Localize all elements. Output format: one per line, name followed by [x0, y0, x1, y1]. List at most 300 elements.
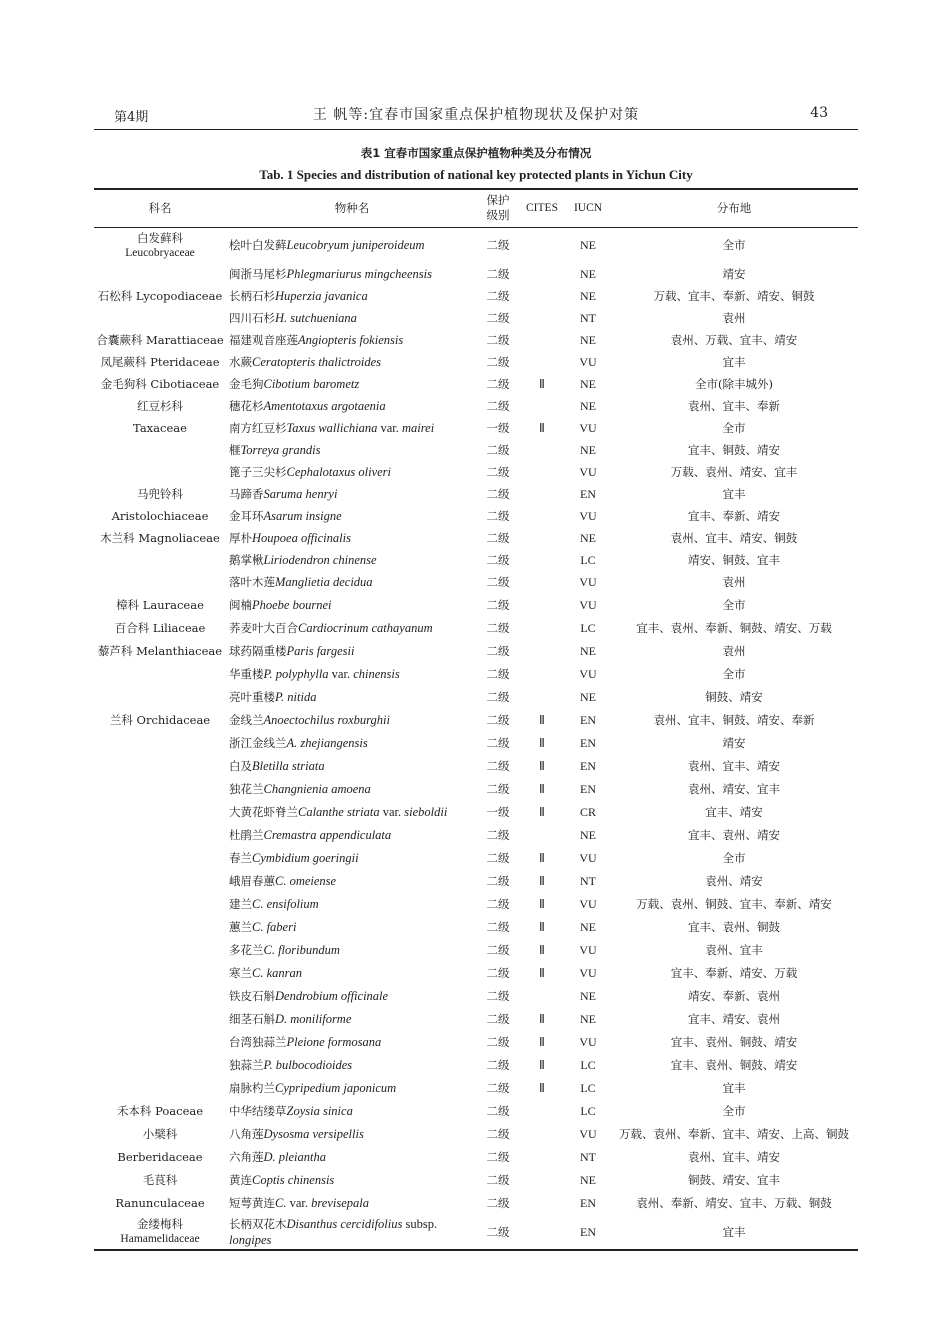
species-cell	[226, 461, 478, 483]
protection-level-cell: 二级	[486, 689, 510, 704]
cites-cell: Ⅱ	[539, 1080, 545, 1095]
protection-level-cell: 二级	[486, 575, 510, 589]
distribution-cell: 宜丰、铜鼓、靖安	[688, 443, 780, 457]
iucn-cell: VU	[579, 942, 597, 957]
family-cell	[94, 961, 226, 984]
distribution-cell: 袁州、宜丰、靖安、铜鼓	[670, 531, 798, 545]
cites-cell: Ⅱ	[539, 1011, 545, 1026]
family-name: Taxaceae	[133, 421, 187, 435]
species-rank-marker: var.	[379, 804, 405, 819]
distribution-cell: 靖安	[722, 735, 746, 750]
iucn-cell: NE	[580, 531, 596, 545]
protection-level-cell: 二级	[486, 509, 510, 523]
iucn-cell: VU	[579, 421, 597, 435]
cites-cell: Ⅱ	[539, 804, 545, 819]
table-row	[94, 395, 858, 417]
table-row	[94, 777, 858, 800]
species-latin-name: Amentotaxus argotaenia	[263, 399, 386, 413]
distribution-cell: 袁州、万载、宜丰、靖安	[670, 333, 798, 347]
species-chinese-name: 长柄双花木	[229, 1216, 287, 1231]
family-cell	[94, 754, 226, 777]
species-chinese-name: 独花兰	[229, 781, 264, 796]
protection-level-cell: 二级	[486, 1080, 510, 1095]
running-header	[94, 104, 858, 126]
species-latin-name: Phoebe bournei	[252, 597, 332, 612]
species-latin-name: C. ensifolium	[252, 896, 319, 911]
table-row	[94, 263, 858, 285]
species-cell	[226, 1214, 478, 1250]
species-infraspecific-name: mairei	[402, 421, 435, 435]
family-cell	[94, 549, 226, 571]
iucn-cell: VU	[579, 509, 597, 523]
species-chinese-name: 春兰	[229, 850, 252, 865]
species-latin-name: Cardiocrinum cathayanum	[298, 620, 433, 635]
species-cell	[226, 777, 478, 800]
species-chinese-name: 金耳环	[229, 509, 264, 523]
iucn-cell: VU	[579, 597, 597, 612]
family-cell	[94, 938, 226, 961]
family-cell	[94, 1122, 226, 1145]
species-chinese-name: 多花兰	[229, 942, 264, 957]
page-number: 43	[810, 105, 828, 121]
species-latin-name: Paris fargesii	[286, 643, 355, 658]
species-latin-name: Changnienia amoena	[263, 781, 371, 796]
iucn-cell: LC	[580, 1080, 596, 1095]
species-cell	[226, 938, 478, 961]
table-body	[94, 227, 858, 1250]
col-cites: CITES	[518, 189, 566, 227]
table-row	[94, 307, 858, 329]
species-latin-name: C.	[275, 1195, 287, 1210]
cites-cell	[518, 227, 566, 263]
iucn-cell: NT	[580, 311, 596, 325]
family-name: 毛茛科	[142, 1172, 178, 1187]
distribution-cell: 袁州	[722, 643, 746, 658]
species-cell	[226, 1007, 478, 1030]
species-rank-marker: subsp.	[402, 1216, 441, 1231]
species-chinese-name: 落叶木莲	[229, 575, 275, 589]
species-infraspecific-name: longipes	[229, 1232, 272, 1247]
iucn-cell: NT	[580, 873, 596, 888]
species-chinese-name: 金线兰	[229, 712, 264, 727]
family-cell	[94, 395, 226, 417]
running-title: 王 帆等:宜春市国家重点保护植物现状及保护对策	[312, 107, 640, 123]
species-latin-name: P. polyphylla	[263, 666, 329, 681]
species-cell	[226, 483, 478, 505]
cites-cell: Ⅱ	[539, 873, 545, 888]
protection-level-cell: 一级	[486, 804, 510, 819]
species-chinese-name: 亮叶重楼	[229, 689, 275, 704]
protection-level-cell: 二级	[486, 553, 510, 567]
species-chinese-name: 浙江金线兰	[229, 735, 287, 750]
table-row	[94, 1030, 858, 1053]
cites-cell	[518, 823, 566, 846]
iucn-cell: NE	[580, 289, 596, 303]
iucn-cell: VU	[579, 1034, 597, 1049]
cites-cell: Ⅱ	[539, 758, 545, 773]
protection-level-cell: 二级	[486, 620, 510, 635]
species-latin-name: Liriodendron chinense	[263, 553, 377, 567]
family-cell	[94, 461, 226, 483]
cites-cell: Ⅱ	[539, 942, 545, 957]
family-name: 凤尾蕨科 Pteridaceae	[100, 355, 220, 369]
distribution-cell: 宜丰	[722, 1080, 746, 1095]
protection-level-cell: 二级	[486, 487, 510, 501]
family-cell	[94, 373, 226, 395]
table-row	[94, 373, 858, 395]
species-table-container	[94, 188, 858, 1251]
species-cell	[226, 227, 478, 263]
protection-level-cell: 二级	[486, 1057, 510, 1072]
family-cell	[94, 1191, 226, 1214]
species-infraspecific-name: sieboldii	[404, 804, 448, 819]
family-name: 樟科 Lauraceae	[116, 597, 204, 612]
species-chinese-name: 大黄花虾脊兰	[229, 804, 298, 819]
family-cell	[94, 417, 226, 439]
family-name: 藜芦科 Melanthiaceae	[97, 643, 223, 658]
protection-level-cell: 二级	[486, 1195, 510, 1210]
iucn-cell: NE	[580, 267, 596, 281]
cites-cell	[518, 1191, 566, 1214]
col-distribution: 分布地	[610, 189, 858, 227]
cites-cell	[518, 307, 566, 329]
family-cell	[94, 800, 226, 823]
species-chinese-name: 闽楠	[229, 597, 252, 612]
species-chinese-name: 长柄石杉	[229, 289, 275, 303]
iucn-cell: EN	[580, 712, 596, 727]
family-cell	[94, 823, 226, 846]
species-latin-name: Taxus wallichiana	[286, 421, 378, 435]
cites-cell	[518, 685, 566, 708]
cites-cell: Ⅱ	[539, 850, 545, 865]
species-latin-name: D. pleiantha	[263, 1149, 326, 1164]
protection-level-cell: 二级	[486, 827, 510, 842]
cites-cell: Ⅱ	[539, 712, 545, 727]
family-cell	[94, 439, 226, 461]
iucn-cell: EN	[580, 758, 596, 773]
species-latin-name: Cypripedium japonicum	[275, 1080, 397, 1095]
protection-level-cell: 二级	[486, 965, 510, 980]
protection-level-cell: 二级	[486, 238, 510, 253]
species-chinese-name: 蕙兰	[229, 919, 252, 934]
distribution-cell: 袁州、宜丰、靖安	[688, 1149, 780, 1164]
family-cell	[94, 571, 226, 593]
distribution-cell: 宜丰、袁州、铜鼓	[688, 919, 780, 934]
table-row	[94, 527, 858, 549]
species-infraspecific-name: chinensis	[353, 666, 400, 681]
iucn-cell: EN	[580, 487, 596, 501]
species-latin-name: Ceratopteris thalictroides	[252, 355, 382, 369]
table-row	[94, 285, 858, 307]
distribution-cell: 靖安	[722, 267, 746, 281]
family-name: 百合科 Liliaceae	[114, 620, 206, 635]
cites-cell	[518, 505, 566, 527]
distribution-cell: 袁州、宜丰、铜鼓、靖安、奉新	[653, 712, 815, 727]
protection-level-cell: 二级	[486, 1149, 510, 1164]
cites-cell: Ⅱ	[539, 1034, 545, 1049]
protection-level-cell: 二级	[486, 531, 510, 545]
iucn-cell: NE	[580, 377, 596, 391]
family-cell	[94, 616, 226, 639]
species-table	[94, 188, 858, 1251]
species-chinese-name: 中华结缕草	[229, 1103, 287, 1118]
col-family: 科名	[94, 189, 226, 227]
species-chinese-name: 四川石杉	[229, 311, 275, 325]
species-chinese-name: 黄连	[229, 1172, 252, 1187]
table-row	[94, 639, 858, 662]
species-latin-name: Angiopteris fokiensis	[298, 333, 404, 347]
species-latin-name: Coptis chinensis	[252, 1172, 335, 1187]
iucn-cell: NE	[580, 333, 596, 347]
family-cell	[94, 483, 226, 505]
species-cell	[226, 1168, 478, 1191]
table-row	[94, 351, 858, 373]
species-latin-name: Pleione formosana	[286, 1034, 382, 1049]
family-cell	[94, 662, 226, 685]
family-cell	[94, 285, 226, 307]
family-cell	[94, 731, 226, 754]
iucn-cell: VU	[579, 1126, 597, 1141]
family-cell	[94, 984, 226, 1007]
species-chinese-name: 鹅掌楸	[229, 553, 264, 567]
species-latin-name: Cibotium barometz	[263, 377, 360, 391]
family-cell	[94, 892, 226, 915]
protection-level-cell: 二级	[486, 399, 510, 413]
distribution-cell: 宜丰、袁州、奉新、铜鼓、靖安、万载	[636, 620, 832, 635]
species-latin-name: Cremastra appendiculata	[263, 827, 392, 842]
iucn-cell: VU	[579, 896, 597, 911]
protection-level-cell: 二级	[486, 355, 510, 369]
table-row	[94, 1122, 858, 1145]
species-cell	[226, 505, 478, 527]
species-cell	[226, 731, 478, 754]
family-name: 禾本科 Poaceae	[116, 1103, 204, 1118]
cites-cell	[518, 549, 566, 571]
distribution-cell: 铜鼓、靖安	[705, 689, 763, 704]
distribution-cell: 宜丰、靖安	[705, 804, 763, 819]
distribution-cell: 全市	[722, 597, 746, 612]
species-cell	[226, 685, 478, 708]
species-chinese-name: 六角莲	[229, 1149, 264, 1164]
cites-cell	[518, 571, 566, 593]
family-name: 合囊蕨科 Marattiaceae	[96, 333, 224, 347]
family-cell	[94, 685, 226, 708]
species-cell	[226, 869, 478, 892]
cites-cell: Ⅱ	[539, 965, 545, 980]
species-cell	[226, 439, 478, 461]
species-latin-name: Dysosma versipellis	[263, 1126, 364, 1141]
table-row	[94, 800, 858, 823]
cites-cell: Ⅱ	[539, 896, 545, 911]
iucn-cell: VU	[579, 965, 597, 980]
family-cell	[94, 1030, 226, 1053]
species-cell	[226, 984, 478, 1007]
species-latin-name: C. omeiense	[275, 873, 337, 888]
table-row	[94, 1076, 858, 1099]
species-cell	[226, 616, 478, 639]
species-cell	[226, 395, 478, 417]
family-cell	[94, 227, 226, 263]
table-row	[94, 708, 858, 731]
cites-cell: Ⅱ	[539, 781, 545, 796]
species-cell	[226, 263, 478, 285]
table-row	[94, 823, 858, 846]
species-latin-name: Calanthe striata	[298, 804, 380, 819]
cites-cell	[518, 483, 566, 505]
distribution-cell: 宜丰	[722, 487, 746, 501]
species-latin-name: Saruma henryi	[263, 487, 338, 501]
species-cell	[226, 1145, 478, 1168]
species-chinese-name: 厚朴	[229, 531, 252, 545]
col-level-line1: 保护	[486, 193, 510, 208]
iucn-cell: NE	[580, 238, 596, 253]
family-cell	[94, 505, 226, 527]
species-latin-name: H. sutchueniana	[275, 311, 357, 325]
species-cell	[226, 754, 478, 777]
protection-level-cell: 二级	[486, 377, 510, 391]
species-chinese-name: 水蕨	[229, 355, 252, 369]
iucn-cell: LC	[580, 1103, 596, 1118]
distribution-cell: 宜丰、靖安、袁州	[688, 1011, 780, 1026]
protection-level-cell: 二级	[486, 896, 510, 911]
species-cell	[226, 1076, 478, 1099]
distribution-cell: 袁州、宜丰、靖安	[688, 758, 780, 773]
species-cell	[226, 823, 478, 846]
species-chinese-name: 寒兰	[229, 965, 252, 980]
col-level-line2: 级别	[486, 208, 510, 223]
iucn-cell: VU	[579, 465, 597, 479]
species-chinese-name: 篦子三尖杉	[229, 465, 287, 479]
family-cell	[94, 639, 226, 662]
table-row	[94, 754, 858, 777]
protection-level-cell: 二级	[486, 781, 510, 796]
protection-level-cell: 二级	[478, 1214, 518, 1250]
species-cell	[226, 1191, 478, 1214]
species-latin-name: Zoysia sinica	[286, 1103, 353, 1118]
distribution-cell: 万载、袁州、铜鼓、宜丰、奉新、靖安	[636, 896, 832, 911]
cites-cell	[518, 1214, 566, 1250]
cites-cell	[518, 639, 566, 662]
protection-level-cell: 二级	[486, 758, 510, 773]
table-row	[94, 417, 858, 439]
family-name: Berberidaceae	[117, 1149, 203, 1164]
table-row	[94, 984, 858, 1007]
family-cell	[94, 915, 226, 938]
cites-cell	[518, 395, 566, 417]
species-chinese-name: 杜鹃兰	[229, 827, 264, 842]
protection-level-cell: 二级	[486, 1034, 510, 1049]
protection-level-cell: 二级	[486, 666, 510, 681]
species-cell	[226, 373, 478, 395]
family-name: 小檗科	[142, 1126, 178, 1141]
species-chinese-name: 八角莲	[229, 1126, 264, 1141]
species-latin-name: C. floribundum	[263, 942, 340, 957]
species-latin-name: Cephalotaxus oliveri	[286, 465, 391, 479]
col-species: 物种名	[226, 189, 478, 227]
protection-level-cell: 二级	[486, 311, 510, 325]
distribution-cell: 宜丰、袁州、铜鼓、靖安	[670, 1057, 798, 1072]
table-row	[94, 961, 858, 984]
family-cell	[94, 1076, 226, 1099]
distribution-cell: 宜丰、奉新、靖安、万载	[670, 965, 798, 980]
iucn-cell: VU	[579, 850, 597, 865]
table-row	[94, 461, 858, 483]
distribution-cell: 全市	[722, 850, 746, 865]
cites-cell	[518, 527, 566, 549]
cites-cell: Ⅱ	[539, 919, 545, 934]
protection-level-cell: 二级	[486, 850, 510, 865]
table-row	[94, 549, 858, 571]
distribution-cell: 万载、宜丰、奉新、靖安、铜鼓	[653, 289, 815, 303]
table-caption-cn: 表1 宜春市国家重点保护植物种类及分布情况	[360, 146, 592, 160]
species-latin-name: Bletilla striata	[252, 758, 325, 773]
iucn-cell: NE	[580, 643, 596, 658]
species-chinese-name: 短萼黄连	[229, 1195, 275, 1210]
species-chinese-name: 榧	[229, 443, 241, 457]
species-chinese-name: 金毛狗	[229, 377, 264, 391]
species-latin-name: Phlegmariurus mingcheensis	[286, 267, 432, 281]
header-rule	[94, 129, 858, 130]
distribution-cell: 全市	[722, 1103, 746, 1118]
distribution-cell: 宜丰	[722, 355, 746, 369]
iucn-cell: NE	[580, 1172, 596, 1187]
species-cell	[226, 593, 478, 616]
table-row	[94, 505, 858, 527]
family-name: 白发藓科	[137, 230, 183, 245]
cites-cell: Ⅱ	[539, 735, 545, 750]
family-name: 木兰科 Magnoliaceae	[100, 531, 220, 545]
cites-cell	[518, 984, 566, 1007]
species-chinese-name: 扇脉杓兰	[229, 1080, 275, 1095]
family-cell	[94, 593, 226, 616]
distribution-cell: 宜丰、袁州、靖安	[688, 827, 780, 842]
distribution-cell: 袁州、靖安、宜丰	[688, 781, 780, 796]
family-cell	[94, 1053, 226, 1076]
species-latin-name: C. kanran	[252, 965, 302, 980]
species-cell	[226, 800, 478, 823]
iucn-cell: NE	[580, 399, 596, 413]
protection-level-cell: 二级	[486, 643, 510, 658]
cites-cell	[518, 1168, 566, 1191]
species-cell	[226, 1099, 478, 1122]
species-chinese-name: 铁皮石斛	[229, 988, 275, 1003]
species-chinese-name: 荞麦叶大百合	[229, 620, 298, 635]
family-cell	[94, 846, 226, 869]
distribution-cell: 宜丰、奉新、靖安	[688, 509, 780, 523]
iucn-cell: VU	[579, 666, 597, 681]
protection-level-cell: 二级	[486, 1103, 510, 1118]
protection-level-cell: 二级	[486, 443, 510, 457]
species-chinese-name: 闽浙马尾杉	[229, 267, 287, 281]
species-cell	[226, 307, 478, 329]
species-cell	[226, 351, 478, 373]
distribution-cell: 靖安、奉新、袁州	[688, 988, 780, 1003]
iucn-cell: VU	[579, 575, 597, 589]
table-row	[94, 439, 858, 461]
cites-cell	[518, 263, 566, 285]
distribution-cell: 宜丰	[610, 1214, 858, 1250]
table-row	[94, 1145, 858, 1168]
family-cell	[94, 307, 226, 329]
family-cell	[94, 777, 226, 800]
family-cell	[94, 263, 226, 285]
table-row	[94, 1007, 858, 1030]
cites-cell: Ⅱ	[539, 1057, 545, 1072]
family-name: 石松科 Lycopodiaceae	[97, 289, 223, 303]
iucn-cell: VU	[579, 355, 597, 369]
species-latin-name: Dendrobium officinale	[275, 988, 389, 1003]
species-chinese-name: 球药隔重楼	[229, 643, 287, 658]
